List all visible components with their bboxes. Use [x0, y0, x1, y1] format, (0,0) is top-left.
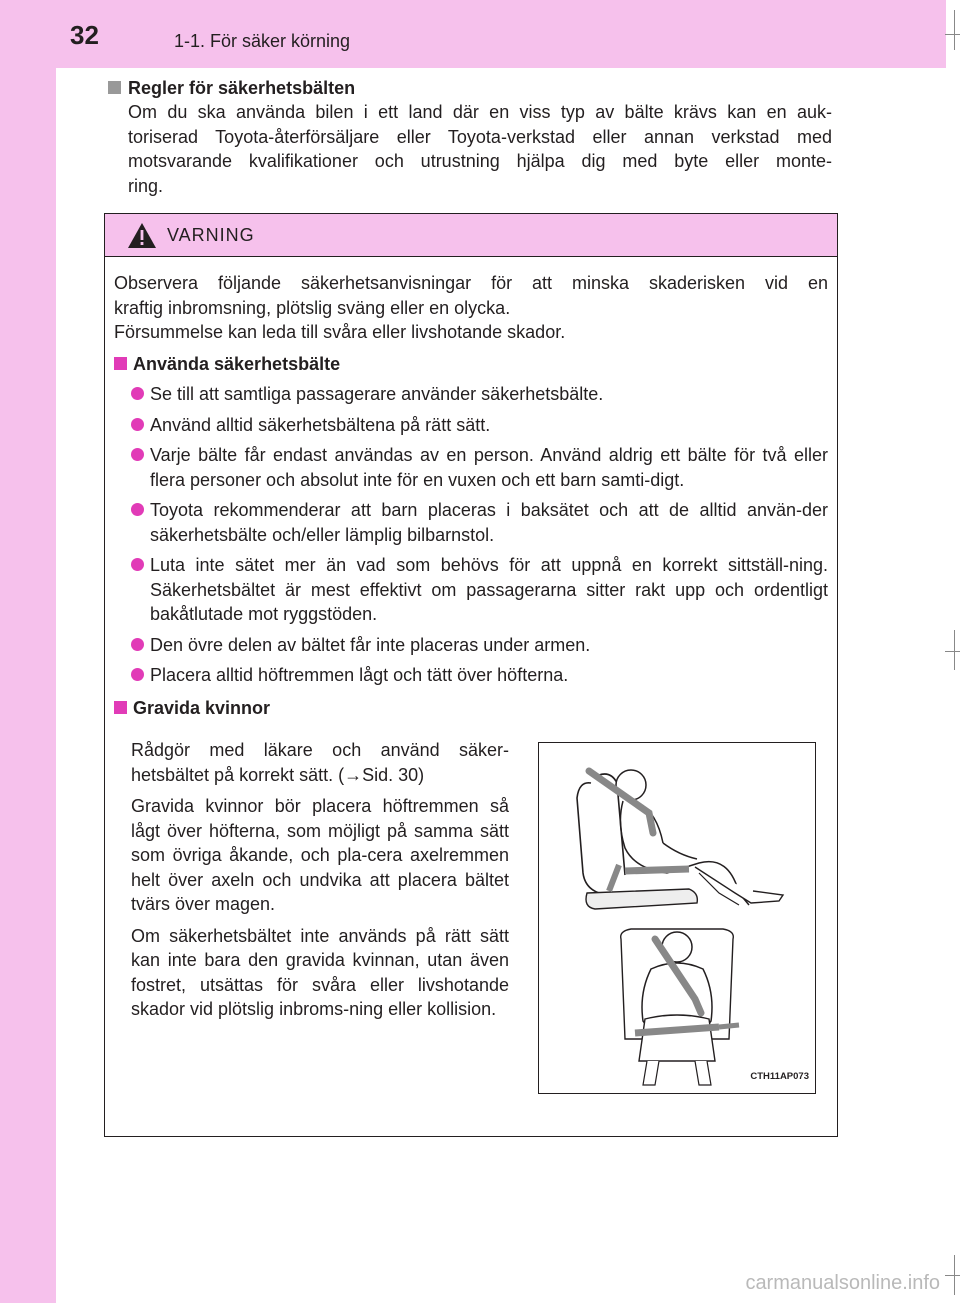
crop-mark — [954, 630, 955, 670]
warning-intro — [114, 271, 828, 345]
paragraph: Gravida kvinnor bör placera höftremmen så lågt över höfterna, som möjligt på samma sätt som övriga åkande, och pla-cera axelremmen helt över axeln och undvika att placera bältet tvärs över magen. — [131, 796, 509, 914]
illustration-image — [539, 743, 815, 1093]
list-item: Den övre delen av bältet får inte placeras under armen. — [114, 633, 828, 658]
heading-square-icon — [108, 81, 121, 94]
header-bar — [0, 0, 946, 68]
section-intro — [128, 100, 832, 198]
list-item: Se till att samtliga passagerare använder säkerhetsbälte. — [114, 382, 828, 407]
list-item: Varje bälte får endast användas av en person. Använd aldrig ett bälte för två eller flera personer och absolut inte för en vuxen och ett barn samti-digt. — [114, 443, 828, 492]
bullet-dot-icon — [131, 638, 144, 651]
side-band — [0, 0, 56, 1303]
warning-triangle-icon — [127, 222, 157, 249]
intro-line: toriserad Toyota-återförsäljare eller Toyota-verkstad eller annan verkstad med — [128, 126, 832, 147]
intro-line: Om du ska använda bilen i ett land där en viss typ av bälte krävs kan en auk- — [128, 102, 832, 122]
chapter-title: 1-1. För säker körning — [174, 31, 351, 51]
pregnant-section — [114, 726, 828, 1086]
pregnant-text — [131, 738, 509, 1029]
warning-box — [104, 213, 838, 1137]
list-item: Använd alltid säkerhetsbältena på rätt sätt. — [114, 413, 828, 438]
paragraph: Rådgör med läkare och använd säker-hetsbältet på korrekt sätt. (→Sid. 30) — [131, 740, 509, 785]
warning-body — [105, 257, 837, 1086]
seatbelt-rules-section — [108, 76, 832, 198]
warning-intro-line: Försummelse kan leda till svåra eller livshotande skador. — [114, 322, 566, 342]
section-heading: Regler för säkerhetsbälten — [108, 76, 832, 100]
bullet-dot-icon — [131, 448, 144, 461]
bullet-dot-icon — [131, 668, 144, 681]
intro-line: motsvarande kvalifikationer och utrustning hjälpa dig med byte eller monte- — [128, 151, 832, 171]
bullet-dot-icon — [131, 387, 144, 400]
crop-mark — [945, 651, 960, 652]
list-item: Toyota rekommenderar att barn placeras i baksätet och att de alltid använ-der säkerhetsbälte och/eller lämplig bilbarnstol. — [114, 498, 828, 547]
pregnant-seatbelt-illustration — [538, 742, 816, 1094]
crop-mark — [945, 1275, 960, 1276]
paragraph: Om säkerhetsbältet inte används på rätt sätt kan inte bara den gravida kvinnan, utan även fostret, utsättas för svåra eller livshotande skador vid plötslig inbroms-ning eller kollision. — [131, 925, 509, 1019]
page-number: 32 — [70, 20, 99, 50]
warning-label: VARNING — [167, 225, 255, 245]
warning-intro-line: Observera följande säkerhetsanvisningar för att minska skaderisken vid en — [114, 273, 828, 293]
figure-code: CTH11AP073 — [750, 1070, 809, 1082]
list-item: Placera alltid höftremmen lågt och tätt över höfterna. — [114, 663, 828, 688]
bullet-dot-icon — [131, 418, 144, 431]
warning-intro-line: kraftig inbromsning, plötslig sväng eller en olycka. — [114, 297, 511, 318]
warning-header — [105, 214, 837, 257]
bullet-dot-icon — [131, 503, 144, 516]
watermark: carmanualsonline.info — [745, 1272, 940, 1294]
subheading-seatbelt-use: Använda säkerhetsbälte — [114, 352, 828, 377]
intro-line: ring. — [128, 175, 164, 196]
bullet-dot-icon — [131, 558, 144, 571]
subheading-square-icon — [114, 701, 127, 714]
subheading-square-icon — [114, 357, 127, 370]
list-item: Luta inte sätet mer än vad som behövs för att uppnå en korrekt sittställ-ning. Säkerhetsbältet är mest effektivt om passagerarna sitter rakt upp och ordentligt bakåtlutade mot ryggstöden. — [114, 553, 828, 627]
crop-mark — [954, 10, 955, 50]
subheading-pregnant-women: Gravida kvinnor — [114, 696, 828, 721]
crop-mark — [945, 34, 960, 35]
